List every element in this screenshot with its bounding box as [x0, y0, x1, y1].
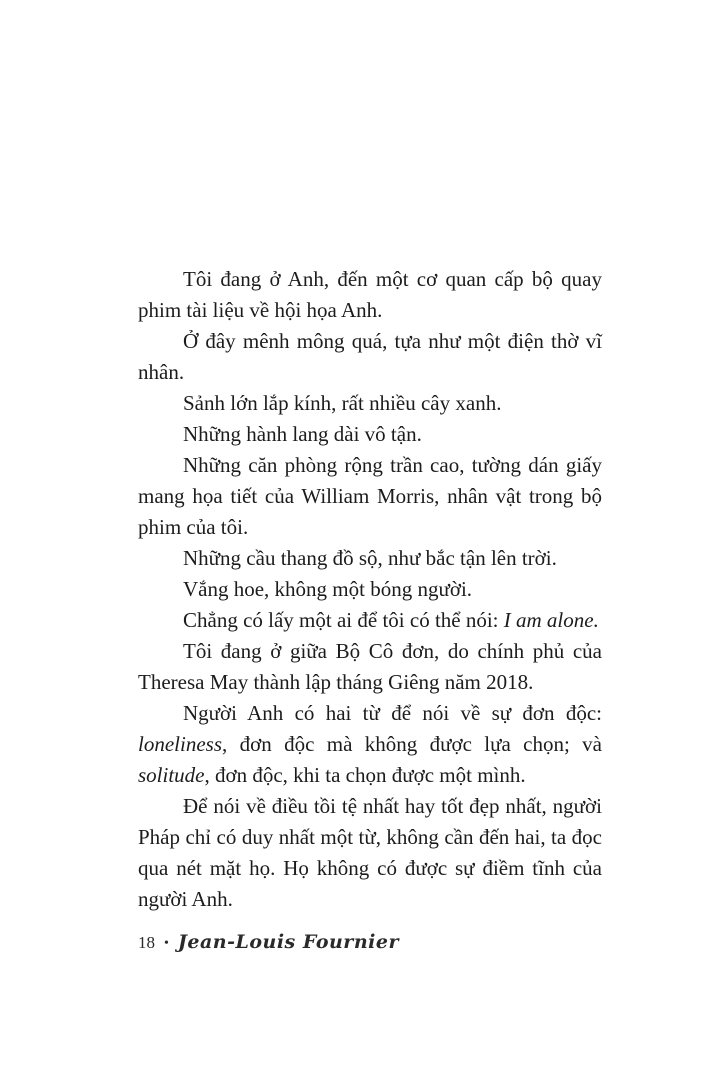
italic-text-run: loneliness: [138, 732, 222, 756]
page-footer: [138, 931, 399, 953]
text-run: Tôi đang ở Anh, đến một cơ quan cấp bộ quay phim tài liệu về hội họa Anh.: [138, 267, 602, 322]
paragraph: [138, 388, 602, 419]
paragraph: [138, 264, 602, 326]
running-footer-author: Jean-Louis Fournier: [177, 931, 399, 953]
paragraph: [138, 574, 602, 605]
text-run: Sảnh lớn lắp kính, rất nhiều cây xanh.: [183, 391, 502, 415]
text-run: Vắng hoe, không một bóng người.: [183, 577, 473, 601]
paragraph: [138, 605, 602, 636]
paragraph: [138, 543, 602, 574]
paragraph: [138, 636, 602, 698]
text-run: Tôi đang ở giữa Bộ Cô đơn, do chính phủ của Theresa May thành lập tháng Giêng năm 2018.: [138, 639, 602, 694]
text-run: Những hành lang dài vô tận.: [183, 422, 422, 446]
italic-text-run: I am alone.: [503, 608, 599, 632]
paragraph: [138, 450, 602, 543]
paragraph: [138, 698, 602, 791]
text-run: Những căn phòng rộng trần cao, tường dán giấy mang họa tiết của William Morris, nhân vật trong bộ phim của tôi.: [138, 453, 602, 539]
text-block: [138, 264, 602, 915]
text-run: , đơn độc mà không được lựa chọn; và: [222, 732, 602, 756]
page-number: 18: [138, 933, 155, 952]
text-run: , đơn độc, khi ta chọn được một mình.: [204, 763, 526, 787]
text-run: Để nói về điều tồi tệ nhất hay tốt đẹp nhất, người Pháp chỉ có duy nhất một từ, không cần đến hai, ta đọc qua nét mặt họ. Họ không có được sự điềm tĩnh của người Anh.: [138, 794, 602, 911]
text-run: Người Anh có hai từ để nói về sự đơn độc:: [183, 701, 602, 725]
italic-text-run: solitude: [138, 763, 205, 787]
paragraph: [138, 326, 602, 388]
text-run: Ở đây mênh mông quá, tựa như một điện thờ vĩ nhân.: [138, 329, 602, 384]
paragraph: [138, 791, 602, 915]
bullet-separator-icon: •: [164, 936, 169, 951]
text-run: Những cầu thang đồ sộ, như bắc tận lên trời.: [183, 546, 557, 570]
paragraph: [138, 419, 602, 450]
text-run: Chẳng có lấy một ai để tôi có thể nói:: [183, 608, 504, 632]
